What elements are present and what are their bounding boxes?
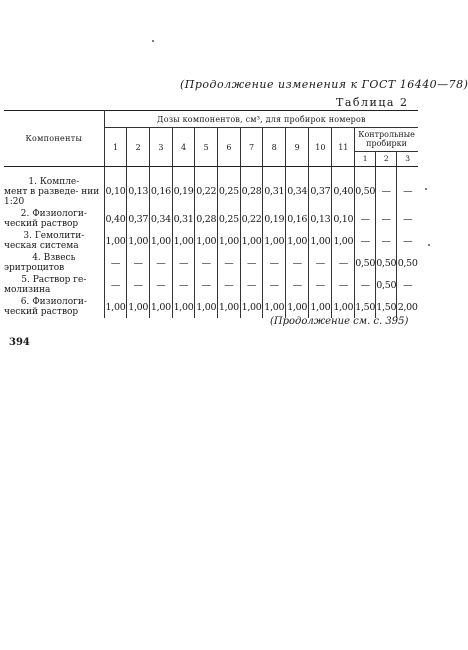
page-number: 394 — [9, 337, 30, 348]
dose-cell: 0,13 — [309, 208, 332, 230]
dose-cell: — — [309, 274, 332, 296]
control-cell: 1,50 — [376, 296, 397, 318]
doses-table — [4, 110, 418, 318]
column-header-components: Компоненты — [4, 111, 104, 167]
dose-cell: 1,00 — [240, 230, 263, 252]
scan-speck — [428, 244, 430, 246]
dose-cell: 1,00 — [104, 296, 127, 318]
component-name: 5. Раствор ге- молизина — [4, 275, 87, 295]
dose-cell: 0,10 — [104, 175, 127, 208]
dose-cell: 0,19 — [172, 175, 195, 208]
control-cell: — — [397, 230, 418, 252]
dose-cell: — — [127, 252, 150, 274]
dose-cell: 0,37 — [127, 208, 150, 230]
dose-cell: 1,00 — [195, 296, 218, 318]
dose-cell: 1,00 — [286, 230, 309, 252]
dose-cell: 1,00 — [263, 296, 286, 318]
dose-cell: — — [150, 274, 173, 296]
dose-cell: — — [286, 274, 309, 296]
dose-cell: 1,00 — [104, 230, 127, 252]
dose-cell: 1,00 — [218, 296, 241, 318]
dose-cell: — — [104, 252, 127, 274]
table-row — [4, 252, 418, 274]
tube-number: 5 — [195, 128, 218, 167]
tube-number: 6 — [218, 128, 241, 167]
dose-cell: 1,00 — [332, 230, 355, 252]
dose-cell: 0,25 — [218, 208, 241, 230]
dose-cell: — — [263, 274, 286, 296]
dose-cell: 1,00 — [195, 230, 218, 252]
scan-speck — [152, 40, 154, 42]
dose-cell: — — [332, 274, 355, 296]
dose-cell: 0,40 — [104, 208, 127, 230]
dose-cell: 0,22 — [240, 208, 263, 230]
dose-cell: 1,00 — [172, 230, 195, 252]
tube-number: 3 — [150, 128, 173, 167]
control-cell: — — [355, 230, 376, 252]
dose-cell: — — [172, 274, 195, 296]
dose-cell: 0,37 — [309, 175, 332, 208]
dose-cell: 1,00 — [286, 296, 309, 318]
control-cell: — — [397, 175, 418, 208]
dose-cell: 1,00 — [150, 296, 173, 318]
control-cell: 1,50 — [355, 296, 376, 318]
tube-number: 8 — [263, 128, 286, 167]
dose-cell: 0,34 — [150, 208, 173, 230]
dose-cell: 1,00 — [240, 296, 263, 318]
dose-cell: 1,00 — [218, 230, 241, 252]
tube-number: 10 — [309, 128, 332, 167]
dose-cell: — — [218, 252, 241, 274]
control-cell: 0,50 — [355, 252, 376, 274]
component-name: 3. Гемолити- ческая система — [4, 231, 85, 251]
dose-cell: 1,00 — [127, 230, 150, 252]
component-name: 6. Физиологи- ческий раствор — [4, 297, 87, 317]
dose-cell: 1,00 — [332, 296, 355, 318]
dose-cell: — — [218, 274, 241, 296]
dose-cell: 0,31 — [263, 175, 286, 208]
component-name: 2. Физиологи- ческий раствор — [4, 209, 87, 229]
control-cell: — — [355, 208, 376, 230]
column-header-control-tubes: Контрольные пробирки — [355, 128, 418, 152]
table-label: Таблица 2 — [336, 96, 409, 109]
dose-cell: — — [104, 274, 127, 296]
control-cell: — — [397, 208, 418, 230]
column-header-doses: Дозы компонентов, см³, для пробирок номеров — [104, 111, 418, 128]
dose-cell: 0,16 — [150, 175, 173, 208]
dose-cell: 0,16 — [286, 208, 309, 230]
control-tube-number: 1 — [355, 151, 376, 166]
table-row — [4, 208, 418, 230]
dose-cell: 0,31 — [172, 208, 195, 230]
dose-cell: — — [195, 252, 218, 274]
tube-number: 7 — [240, 128, 263, 167]
table-row — [4, 296, 418, 318]
dose-cell: 0,25 — [218, 175, 241, 208]
control-cell: 0,50 — [376, 274, 397, 296]
dose-cell: 0,28 — [240, 175, 263, 208]
tube-number: 9 — [286, 128, 309, 167]
dose-cell: 0,13 — [127, 175, 150, 208]
dose-cell: — — [332, 252, 355, 274]
control-cell: 0,50 — [397, 252, 418, 274]
dose-cell: 1,00 — [263, 230, 286, 252]
dose-cell: 0,34 — [286, 175, 309, 208]
dose-cell: 1,00 — [150, 230, 173, 252]
scan-speck — [425, 188, 427, 190]
table-row — [4, 230, 418, 252]
control-cell: — — [376, 230, 397, 252]
control-cell: 2,00 — [397, 296, 418, 318]
control-cell: — — [397, 274, 418, 296]
dose-cell: — — [240, 252, 263, 274]
dose-cell: — — [127, 274, 150, 296]
dose-cell: 0,40 — [332, 175, 355, 208]
component-name: 4. Взвесь эритроцитов — [4, 253, 76, 273]
tube-number: 1 — [104, 128, 127, 167]
dose-cell: 1,00 — [127, 296, 150, 318]
control-tube-number: 2 — [376, 151, 397, 166]
tube-number: 2 — [127, 128, 150, 167]
dose-cell: — — [240, 274, 263, 296]
dose-cell: — — [263, 252, 286, 274]
dose-cell: 0,19 — [263, 208, 286, 230]
dose-cell: — — [150, 252, 173, 274]
dose-cell: — — [195, 274, 218, 296]
dose-cell: 0,28 — [195, 208, 218, 230]
dose-cell: — — [172, 252, 195, 274]
control-tube-number: 3 — [397, 151, 418, 166]
dose-cell: — — [286, 252, 309, 274]
table-row — [4, 274, 418, 296]
tube-number: 4 — [172, 128, 195, 167]
component-name: 1. Компле- мент в разведе- нии 1:20 — [4, 176, 100, 207]
control-cell: — — [355, 274, 376, 296]
control-cell: — — [376, 208, 397, 230]
control-cell: 0,50 — [355, 175, 376, 208]
table-row — [4, 175, 418, 208]
dose-cell: 1,00 — [309, 296, 332, 318]
continuation-footnote: (Продолжение см. с. 395) — [270, 316, 409, 327]
dose-cell: 0,10 — [332, 208, 355, 230]
dose-cell: 1,00 — [172, 296, 195, 318]
dose-cell: 1,00 — [309, 230, 332, 252]
dose-cell: — — [309, 252, 332, 274]
dose-cell: 0,22 — [195, 175, 218, 208]
tube-number: 11 — [332, 128, 355, 167]
continuation-header: (Продолжение изменения к ГОСТ 16440—78) — [180, 78, 468, 91]
control-cell: — — [376, 175, 397, 208]
control-cell: 0,50 — [376, 252, 397, 274]
